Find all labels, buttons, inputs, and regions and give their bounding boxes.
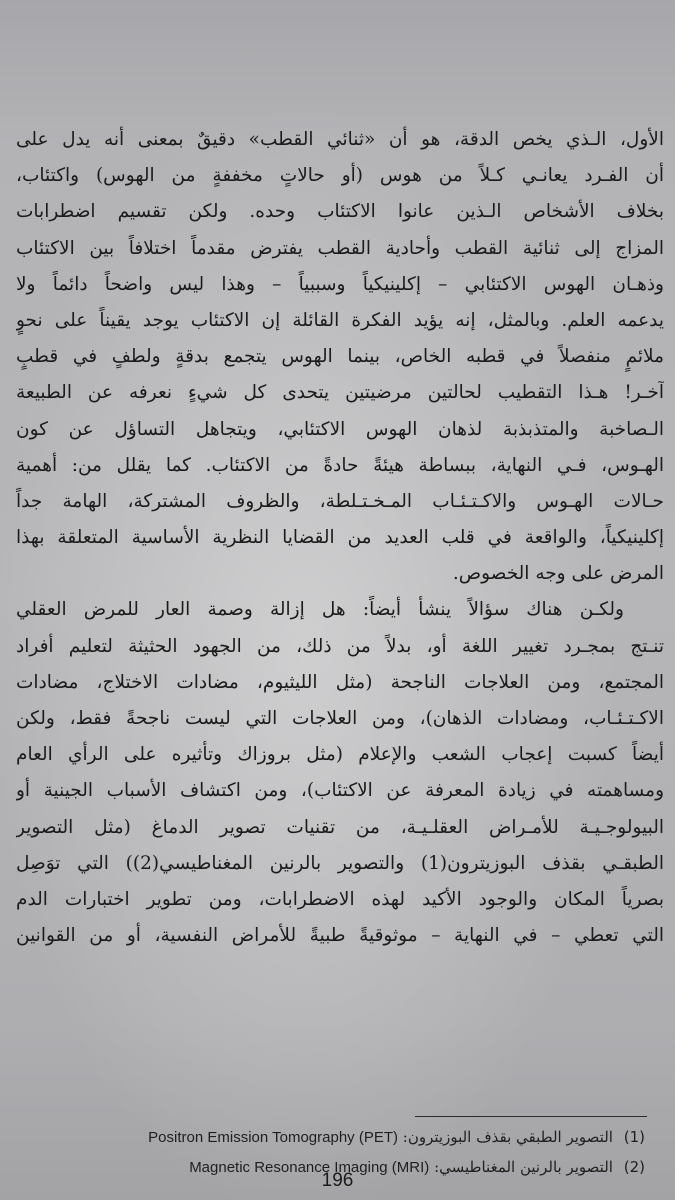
text-line: يدعمه العلم. وبالمثل، إنه يؤيد الفكرة القائلة إن الاكتئاب يوجد يقيناً على نحوٍ (16, 309, 664, 331)
text-line: الاكـتـئـاب، ومضادات الذهان)، ومن العلاجات التي ليست ناجحةً فقط، ولكن (16, 708, 664, 729)
text-line: حـالات الهـوس والاكـتـئـاب المـخـتـلطة، والظروف المشتركة، الهامة جداً (16, 490, 664, 512)
text-line: وذهـان الهوس الاكتئابي – إكلينيكياً وسببياً – وهذا ليس واضحاً دائماً ولا (16, 273, 664, 295)
text-line: ولكـن هناك سؤالاً ينشأ أيضاً: هل إزالة وصمة العار للمرض العقلي (16, 599, 624, 621)
footnote-arabic-term: التصوير الطبقي بقذف البوزيترون: (402, 1128, 613, 1146)
text-line: التي تعطي – في النهاية – موثوقيةً طبيةً للأمراض النفسية، أو من القوانين (16, 925, 664, 947)
footnote-arabic-term: التصوير بالرنين المغناطيسي: (434, 1158, 613, 1176)
text-line: أيضاً كسبت إعجاب الشعب والإعلام (مثل بروزاك وتأثيره على الرأي العام (16, 744, 664, 766)
footnote-divider (415, 1116, 647, 1117)
text-line: آخـر! هـذا التقطيب لحالتين مرضيتين يتحدى كل شيءٍ نعرفه عن الطبيعة (16, 382, 664, 404)
text-line: إكلينيكياً، والواقعة في قلب العديد من القضايا النظرية الأساسية المتعلقة بهذا (16, 527, 664, 549)
body-text (16, 122, 664, 954)
text-line: المرض على وجه الخصوص. (452, 563, 664, 585)
text-line: أن الفـرد يعانـي كـلاً من هوس (أو حالاتٍ مخففةٍ من الهوس) واكتئاب، (16, 165, 664, 187)
text-line: الطبقـي بقذف البوزيترون(1) والتصوير بالرنين المغناطيسي(2)) التي توَصِل (16, 852, 664, 874)
text-line: الهـوس، فـي النهاية، ببساطة هيئةً حادةً من الاكتئاب. كما يقلل من: أهمية (16, 454, 664, 476)
footnote-number: (2) (623, 1158, 645, 1176)
page-number: 196 (321, 1170, 354, 1191)
footnote (35, 1122, 645, 1152)
text-line: الـصاخبة والمتذبذبة لذهان الهوس الاكتئابي، ويتجاهل التساؤل عن كون (16, 418, 664, 440)
text-line: البيولوجـيـة للأمـراض العقلـيـة، من تقنيات تصوير الدماغ (مثل التصوير (16, 816, 664, 838)
footnote-english-term: Positron Emission Tomography (PET) (148, 1129, 398, 1146)
text-line: بصرياً المكان والوجود الأكيد لهذه الاضطرابات، ومن تطوير اختبارات الدم (16, 888, 664, 910)
text-line: الأول، الـذي يخص الدقة، هو أن «ثنائي القطب» دقيقٌ بمعنى أنه يدل على (16, 129, 664, 150)
footnote-english-term: Magnetic Resonance Imaging (MRI) (189, 1159, 430, 1176)
text-line: المجتمع، ومن العلاجات الناجحة (مثل الليثيوم، مضادات الاختلاج، مضادات (16, 671, 664, 693)
text-line: ملائمٍ منفصلاً في قطبه الخاص، بينما الهوس يتجمع بدقةٍ ولطفٍ في قطبٍ (16, 346, 664, 368)
footnote-number: (1) (623, 1128, 645, 1146)
text-line: بخلاف الأشخاص الـذين عانوا الاكتئاب وحده. ولكن تقسيم اضطرابات (16, 201, 664, 223)
text-line: تنـتج بمجـرد تغيير اللغة أو، بدلاً من ذلك، من الجهود الحثيثة لتعليم أفراد (16, 635, 664, 657)
text-line: المزاج إلى ثنائية القطب وأحادية القطب يفترض مقدماً اختلافاً بين الاكتئاب (16, 237, 664, 259)
text-line: ومساهمته في زيادة المعرفة عن الاكتئاب)، ومن اكتشاف الأسباب الجينية أو (16, 780, 664, 802)
